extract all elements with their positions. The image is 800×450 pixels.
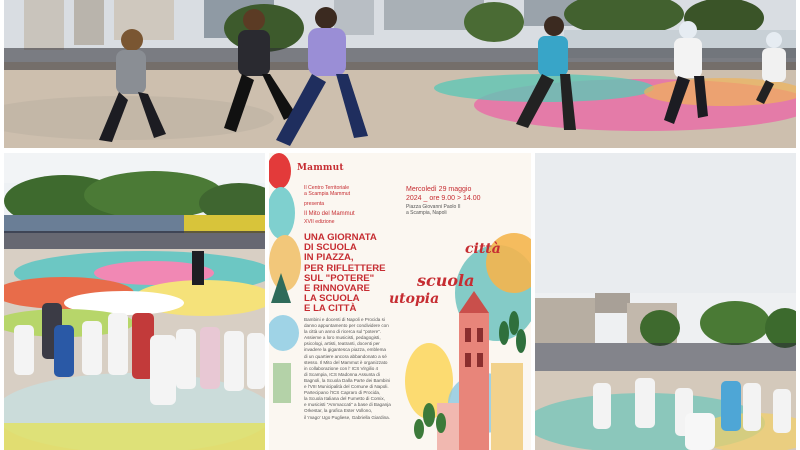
date-line-1: Mercoledì 29 maggio bbox=[406, 186, 472, 193]
body-line: e l'VIII Municipalità del Comune di Napoli. bbox=[304, 384, 389, 390]
edition-label: XVII edizione bbox=[304, 219, 335, 225]
word-scuola: scuola bbox=[417, 271, 475, 290]
body-line: di un quartiere ancora abbandonato a sé bbox=[304, 353, 387, 359]
body-line: invadere la gigantesca piazza, emblema bbox=[304, 347, 386, 353]
event-name: Il Mito del Mammut bbox=[304, 211, 355, 217]
place-line-2: a Scampia, Napoli bbox=[406, 210, 447, 217]
word-utopia: utopia bbox=[389, 291, 440, 307]
event-date bbox=[406, 186, 526, 203]
body-line: di Scampia, ICS Madonna Assunta di bbox=[304, 371, 380, 377]
body-line: la Scuola Italiana del Fumetto di Comix, bbox=[304, 396, 385, 402]
body-line: e musicisti "Ammaccati" a base di Baganja bbox=[304, 402, 391, 408]
title-line: UNA GIORNATA bbox=[304, 232, 377, 243]
organizer-line-2: a Scampia Mammut bbox=[304, 191, 351, 197]
organizer-line-1: Il Centro Territoriale bbox=[304, 185, 350, 191]
body-line: il 'mago' Ugo Pugliese, Gabriella Giardina. bbox=[304, 414, 391, 420]
presents-label: presenta bbox=[304, 201, 325, 207]
title-line: DI SCUOLA bbox=[304, 242, 357, 254]
body-line: Partecipano l'ICS Capraro di Procida, bbox=[304, 390, 381, 396]
title-line: PER RIFLETTERE bbox=[304, 262, 386, 274]
body-line: Assieme a loro musicisti, pedagogisti, bbox=[304, 335, 381, 341]
body-line: psicologi, artisti, teatranti, docenti per bbox=[304, 341, 380, 347]
event-poster bbox=[269, 153, 531, 450]
body-line: Bambini e docenti di Napoli e Procida si bbox=[304, 317, 385, 322]
title-line: E LA CITTÀ bbox=[304, 303, 357, 315]
event-place bbox=[406, 204, 516, 216]
body-line: Bagnoli, la Scuola Dalla Parte dei Bambini bbox=[304, 377, 391, 383]
poster-body-text bbox=[304, 317, 412, 421]
title-line: E RINNOVARE bbox=[304, 283, 370, 295]
body-line: la città un anno di ricerca sul "potere". bbox=[304, 329, 382, 335]
title-line: SUL "POTERE" bbox=[304, 272, 375, 284]
left-photo bbox=[4, 153, 265, 450]
right-photo bbox=[535, 153, 796, 450]
title-line: LA SCUOLA bbox=[304, 293, 360, 305]
body-line: Orkestar, la grafica Ester Vollono, bbox=[304, 408, 373, 414]
date-line-2: 2024 _ ore 9.00 > 14.00 bbox=[406, 194, 481, 202]
place-line-1: Piazza Giovanni Paolo II bbox=[406, 204, 461, 210]
body-line: in collaborazione con l' ICS Virgilio 4 bbox=[304, 365, 379, 371]
title-line: IN PIAZZA, bbox=[304, 252, 354, 264]
body-line: stesso. Il Mito del Mammut è organizzato bbox=[304, 359, 388, 365]
top-photo bbox=[4, 0, 796, 148]
word-citta: città bbox=[465, 241, 501, 257]
body-line: danno appuntamento per condividere con bbox=[304, 323, 389, 329]
mammut-logo: Mammut bbox=[297, 163, 344, 173]
